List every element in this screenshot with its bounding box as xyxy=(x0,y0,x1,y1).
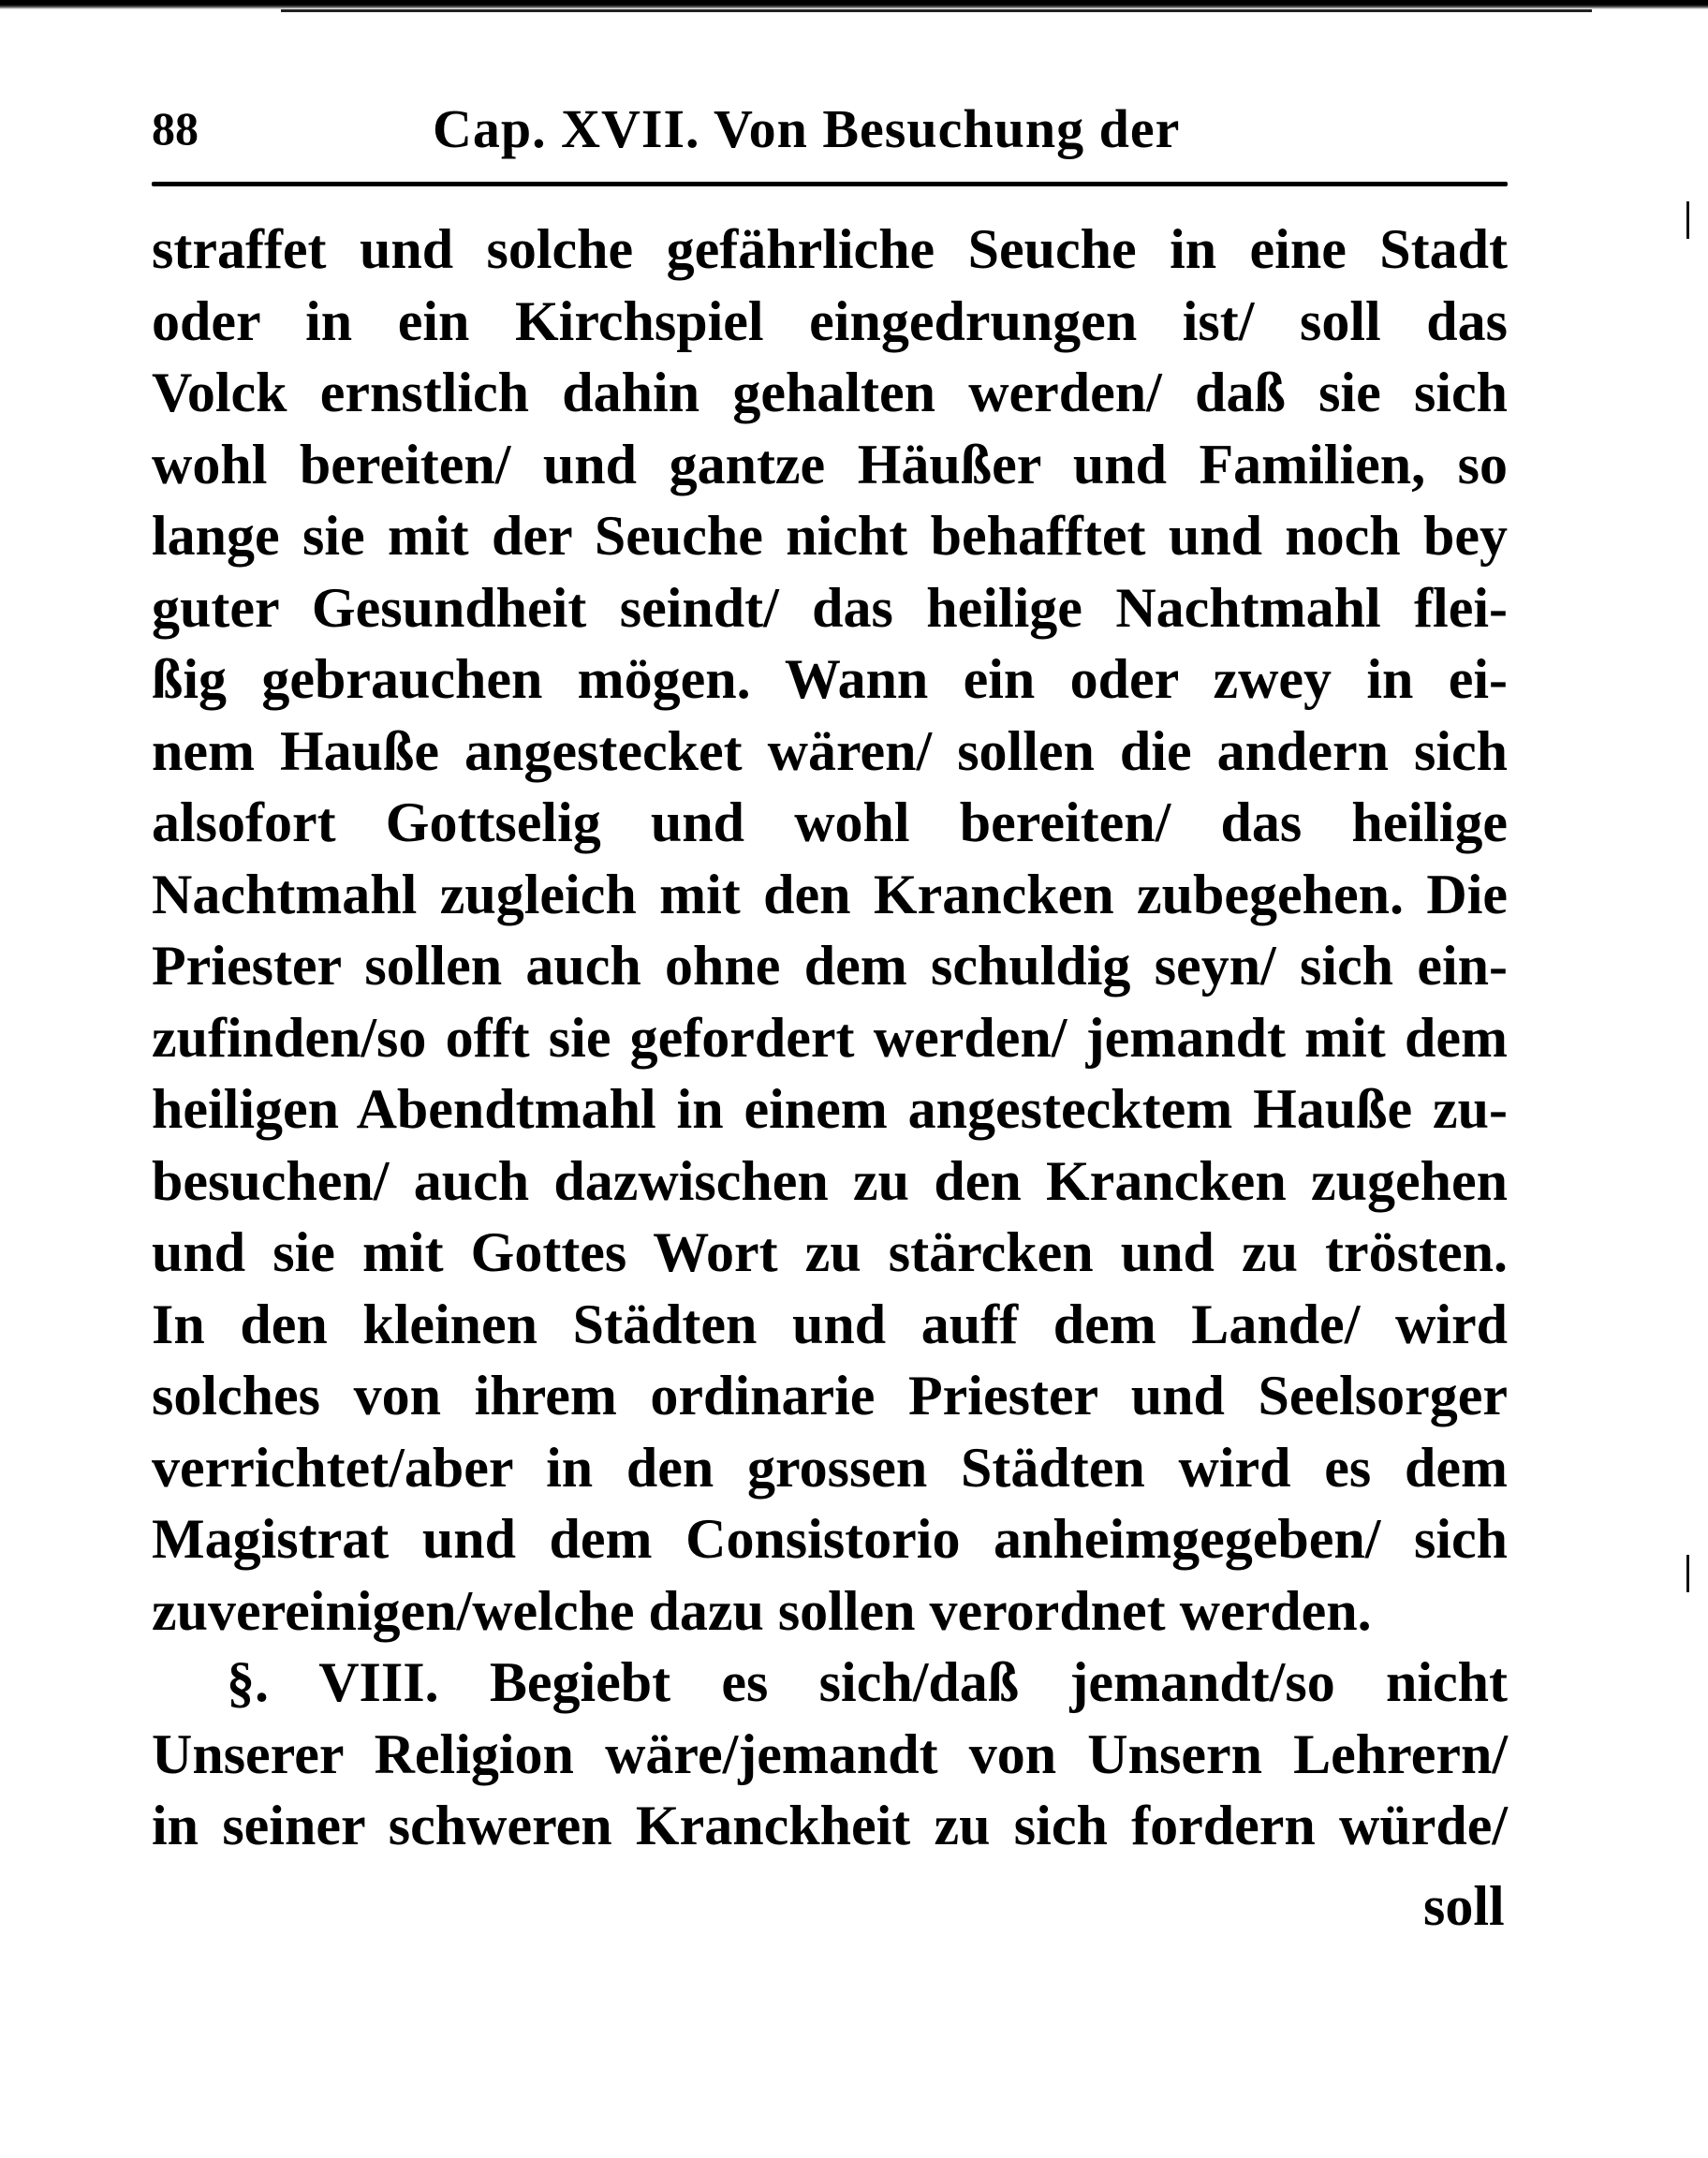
margin-scan-mark xyxy=(1686,1555,1689,1592)
text-line: In den kleinen Städten und auff dem Lande/ wird xyxy=(152,1293,1508,1355)
text-line: Unserer Religion wäre/jemandt von Unsern Lehrern/ xyxy=(152,1722,1508,1785)
catchword: soll xyxy=(1423,1875,1505,1937)
text-line: Magistrat und dem Consistorio anheimgegeben/ sich xyxy=(152,1508,1508,1570)
text-line: nem Hauße angestecket wären/ sollen die andern sich xyxy=(152,719,1508,782)
text-line: in seiner schweren Kranckheit zu sich fordern würde/ xyxy=(152,1795,1508,1856)
text-line: guter Gesundheit seindt/ das heilige Nachtmahl flei- xyxy=(152,576,1508,639)
text-line: ßig gebrauchen mögen. Wann ein oder zwey in ei- xyxy=(152,648,1508,710)
text-line: verrichtet/aber in den grossen Städten wird es dem xyxy=(152,1436,1508,1499)
text-line: Nachtmahl zugleich mit den Krancken zubegehen. Die xyxy=(152,863,1508,925)
scan-edge-top xyxy=(0,0,1708,9)
page-header xyxy=(152,98,1508,176)
text-line: zuvereinigen/welche dazu sollen verordnet werden. xyxy=(152,1579,1372,1642)
body-text xyxy=(152,214,1508,1862)
text-line: alsofort Gottselig und wohl bereiten/ das heilige xyxy=(152,791,1508,853)
text-line: besuchen/ auch dazwischen zu den Krancken zugehen xyxy=(152,1149,1508,1212)
text-line: lange sie mit der Seuche nicht behafftet und noch bey xyxy=(152,505,1508,567)
header-rule xyxy=(152,182,1508,186)
text-line: wohl bereiten/ und gantze Häußer und Familien, so xyxy=(152,433,1508,495)
page-number: 88 xyxy=(152,102,199,155)
text-line: heiligen Abendtmahl in einem angestecktem Hauße zu- xyxy=(152,1078,1508,1140)
margin-scan-mark xyxy=(1686,201,1689,239)
text-line: straffet und solche gefährliche Seuche in eine Stadt xyxy=(152,218,1508,280)
running-title: Cap. XVII. Von Besuchung der xyxy=(433,98,1181,159)
scan-edge-shadow xyxy=(281,9,1592,12)
text-line: oder in ein Kirchspiel eingedrungen ist/ soll das xyxy=(152,289,1508,352)
text-line: zufinden/so offt sie gefordert werden/ jemandt mit dem xyxy=(152,1006,1508,1069)
text-line: Priester sollen auch ohne dem schuldig seyn/ sich ein- xyxy=(152,935,1508,997)
text-line: §. VIII. Begiebt es sich/daß jemandt/so nicht xyxy=(227,1651,1508,1713)
text-line: solches von ihrem ordinarie Priester und Seelsorger xyxy=(152,1365,1508,1426)
text-line: Volck ernstlich dahin gehalten werden/ daß sie sich xyxy=(152,362,1508,423)
text-line: und sie mit Gottes Wort zu stärcken und zu trösten. xyxy=(152,1221,1508,1283)
